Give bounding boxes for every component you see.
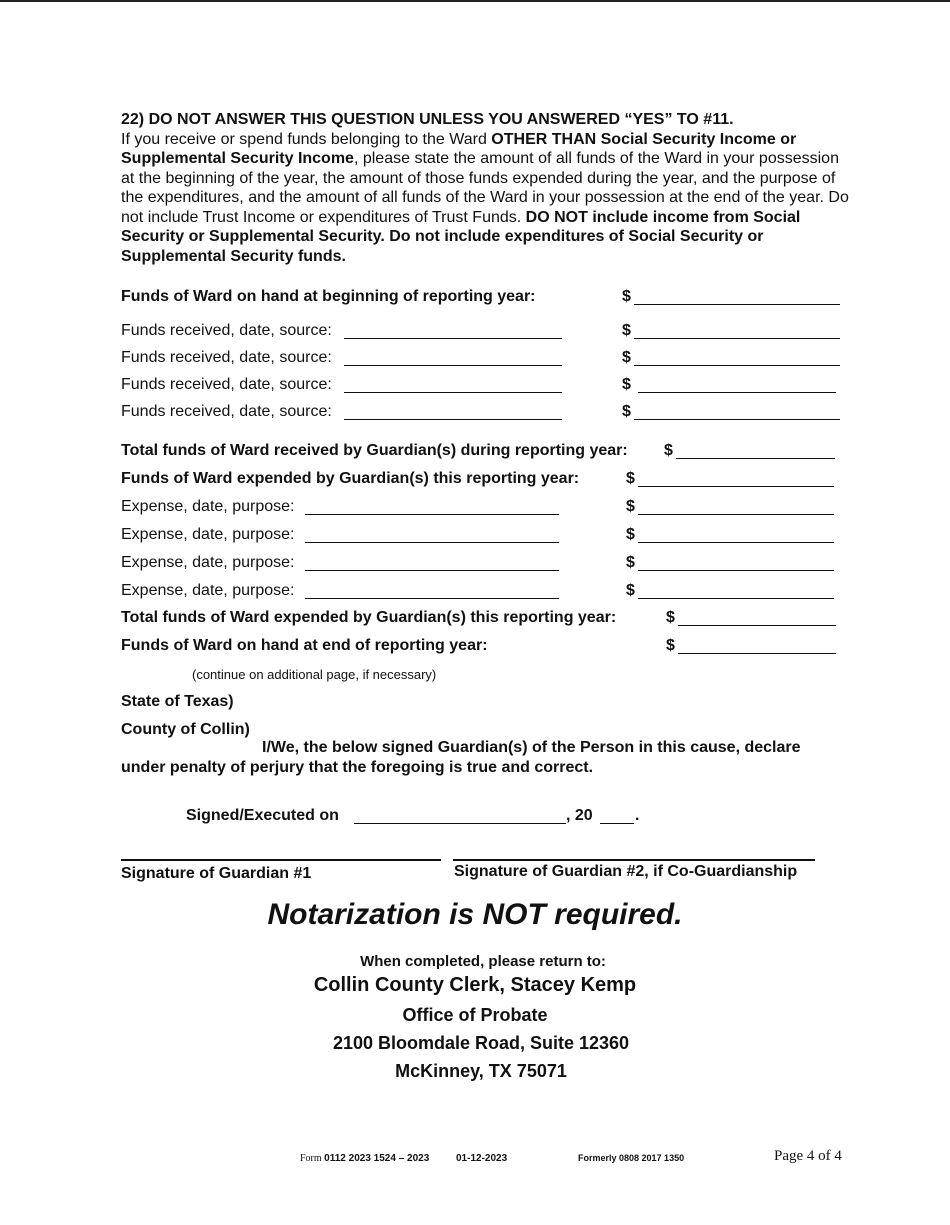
instructions-text-2: , please state the amount of all funds of the Ward in your possession at the beginning of the year, the amount of those funds expended during the year, and the purpose of the expenditures, and the amount of all funds of the Ward in your possession at the end of the year. Do not include Trust Income or expenditures of Trust Funds. bbox=[121, 150, 849, 226]
dollar-sign: $ bbox=[626, 498, 635, 515]
notarization-notice: Notarization is NOT required. bbox=[267, 898, 683, 931]
dollar-sign: $ bbox=[626, 526, 635, 543]
total-received-label: Total funds of Ward received by Guardian(s) during reporting year: bbox=[121, 442, 628, 459]
expense-amount-field-3[interactable] bbox=[638, 570, 834, 571]
question-instructions bbox=[121, 130, 851, 267]
dollar-sign: $ bbox=[622, 376, 631, 393]
received-label-2: Funds received, date, source: bbox=[121, 349, 332, 366]
signed-executed-label: Signed/Executed on bbox=[186, 807, 339, 824]
expended-label: Funds of Ward expended by Guardian(s) this reporting year: bbox=[121, 470, 580, 487]
dollar-sign: $ bbox=[626, 470, 635, 487]
expense-amount-field-4[interactable] bbox=[638, 598, 834, 599]
form-number-value: 0112 2023 1524 – 2023 bbox=[324, 1153, 430, 1164]
expense-purpose-field-3[interactable] bbox=[305, 570, 559, 571]
received-source-field-2[interactable] bbox=[344, 365, 562, 366]
street-address: 2100 Bloomdale Road, Suite 12360 bbox=[332, 1033, 630, 1053]
total-expended-label: Total funds of Ward expended by Guardian(s) this reporting year: bbox=[121, 609, 617, 626]
expense-label-2: Expense, date, purpose: bbox=[121, 526, 295, 543]
total-expended-field[interactable] bbox=[678, 625, 836, 626]
state-label: State of Texas) bbox=[121, 693, 234, 710]
end-balance-label: Funds of Ward on hand at end of reporting year: bbox=[121, 637, 488, 654]
received-source-field-3[interactable] bbox=[344, 392, 562, 393]
dollar-sign: $ bbox=[626, 582, 635, 599]
execution-year-field[interactable] bbox=[600, 823, 634, 824]
form-date: 01-12-2023 bbox=[456, 1153, 508, 1164]
instructions-bold-exclusion: OTHER THAN Social Security Income or Supplemental Security Income bbox=[121, 130, 797, 167]
form-prefix: Form bbox=[300, 1153, 325, 1164]
dollar-sign: $ bbox=[666, 609, 675, 626]
end-balance-field[interactable] bbox=[678, 653, 836, 654]
expended-field[interactable] bbox=[638, 486, 834, 487]
dollar-sign: $ bbox=[664, 442, 673, 459]
city-address: McKinney, TX 75071 bbox=[395, 1061, 567, 1081]
beginning-balance-label: Funds of Ward on hand at beginning of reporting year: bbox=[121, 288, 536, 305]
year-prefix: , 20 bbox=[566, 807, 593, 824]
continue-note: (continue on additional page, if necessary) bbox=[192, 667, 437, 682]
guardian-1-signature-line[interactable] bbox=[121, 859, 441, 861]
guardian-1-signature-label: Signature of Guardian #1 bbox=[121, 865, 312, 882]
instructions-bold-warning: DO NOT include income from Social Security or Supplemental Security. Do not include expenditures of Social Security or Supplemental Security funds. bbox=[121, 208, 801, 265]
received-source-field-4[interactable] bbox=[344, 419, 562, 420]
received-amount-field-2[interactable] bbox=[634, 365, 840, 366]
clerk-name: Collin County Clerk, Stacey Kemp bbox=[313, 974, 637, 996]
expense-amount-field-1[interactable] bbox=[638, 514, 834, 515]
dollar-sign: $ bbox=[666, 637, 675, 654]
dollar-sign: $ bbox=[622, 288, 631, 305]
expense-amount-field-2[interactable] bbox=[638, 542, 834, 543]
declaration-line-1: I/We, the below signed Guardian(s) of the Person in this cause, declare bbox=[262, 739, 801, 756]
guardian-2-signature-label: Signature of Guardian #2, if Co-Guardianship bbox=[454, 863, 798, 880]
received-label-1: Funds received, date, source: bbox=[121, 322, 332, 339]
expense-label-1: Expense, date, purpose: bbox=[121, 498, 295, 515]
expense-label-3: Expense, date, purpose: bbox=[121, 554, 295, 571]
received-label-3: Funds received, date, source: bbox=[121, 376, 332, 393]
formerly-number: Formerly 0808 2017 1350 bbox=[578, 1153, 685, 1163]
expense-purpose-field-2[interactable] bbox=[305, 542, 559, 543]
received-source-field-1[interactable] bbox=[344, 338, 562, 339]
instructions-text-1: If you receive or spend funds belonging to the Ward bbox=[121, 130, 492, 148]
county-label: County of Collin) bbox=[121, 721, 250, 738]
expense-purpose-field-1[interactable] bbox=[305, 514, 559, 515]
page-number: Page 4 of 4 bbox=[774, 1148, 842, 1164]
beginning-balance-field[interactable] bbox=[634, 304, 840, 305]
execution-date-field[interactable] bbox=[354, 823, 566, 824]
dollar-sign: $ bbox=[622, 322, 631, 339]
total-received-field[interactable] bbox=[676, 458, 835, 459]
received-amount-field-4[interactable] bbox=[634, 419, 840, 420]
top-border bbox=[0, 0, 950, 2]
received-amount-field-3[interactable] bbox=[638, 392, 836, 393]
expense-purpose-field-4[interactable] bbox=[305, 598, 559, 599]
dollar-sign: $ bbox=[622, 403, 631, 420]
question-22-block bbox=[121, 110, 851, 266]
question-heading: 22) DO NOT ANSWER THIS QUESTION UNLESS YOU ANSWERED “YES” TO #11. bbox=[121, 111, 734, 128]
return-intro: When completed, please return to: bbox=[360, 953, 606, 970]
form-number bbox=[300, 1153, 429, 1164]
received-amount-field-1[interactable] bbox=[634, 338, 840, 339]
dollar-sign: $ bbox=[626, 554, 635, 571]
declaration-line-2: under penalty of perjury that the foregoing is true and correct. bbox=[121, 759, 594, 776]
received-label-4: Funds received, date, source: bbox=[121, 403, 332, 420]
year-suffix: . bbox=[635, 807, 640, 824]
dollar-sign: $ bbox=[622, 349, 631, 366]
guardian-2-signature-line[interactable] bbox=[453, 859, 815, 861]
office-name: Office of Probate bbox=[402, 1005, 548, 1025]
expense-label-4: Expense, date, purpose: bbox=[121, 582, 295, 599]
